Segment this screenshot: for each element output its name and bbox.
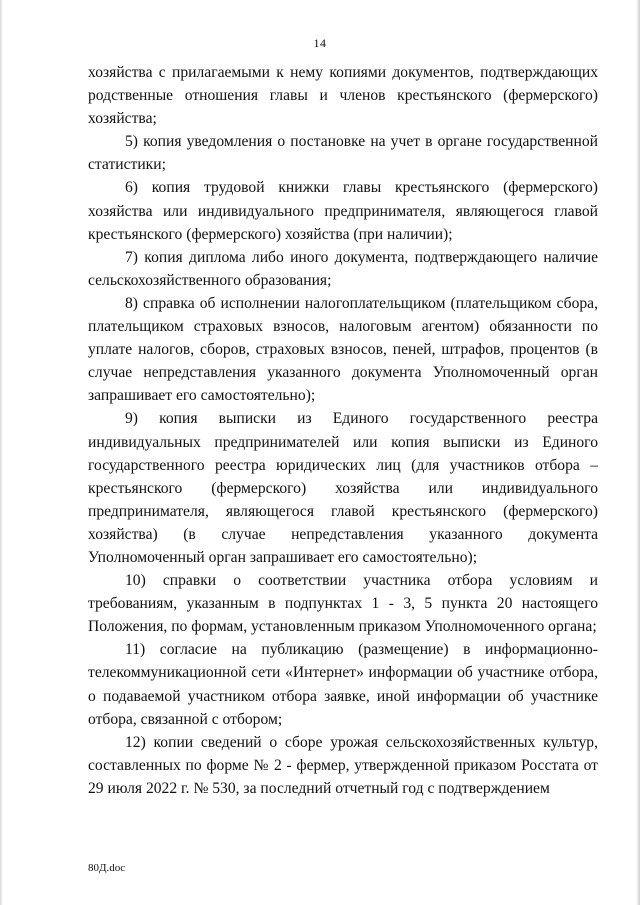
list-item-7: 7) копия диплома либо иного документа, подтверждающего наличие сельскохозяйственного образования; <box>88 248 598 289</box>
list-item-5: 5) копия уведомления о постановке на учет в органе государственной статистики; <box>88 133 598 174</box>
list-item-6: 6) копия трудовой книжки главы крестьянского (фермерского) хозяйства или индивидуального предпринимателя, являющегося главой крестьянского (фермерского) хозяйства (при наличии); <box>88 179 598 243</box>
list-item-12: 12) копии сведений о сборе урожая сельскохозяйственных культур, составленных по форме № 2 - фермер, утвержденной приказом Росстата от 29 июля 2022 г. № 530, за последний отчетный год с подтверждением <box>88 733 598 797</box>
document-body <box>88 61 598 800</box>
footer-filename: 80Д.doc <box>88 862 126 874</box>
list-item-9: 9) копия выписки из Единого государственного реестра индивидуальных предпринимателей или копия выписки из Единого государственного реестра юридических лиц (для участников отбора – крестьянского (фермерского) хозяйства или индивидуального предпринимателя, являющегося главой крестьянского (фермерского) хозяйства) (в случае непредставления указанного документа Уполномоченный орган запрашивает его самостоятельно); <box>88 410 598 566</box>
paragraph-continuation: хозяйства с прилагаемыми к нему копиями документов, подтверждающих родственные отношения главы и членов крестьянского (фермерского) хозяйства; <box>88 64 598 128</box>
page-left-edge <box>0 0 3 905</box>
page-number: 14 <box>313 36 327 50</box>
list-item-10: 10) справки о соответствии участника отбора условиям и требованиям, указанным в подпунктах 1 - 3, 5 пункта 20 настоящего Положения, по формам, установленным приказом Уполномоченного органа; <box>88 572 598 636</box>
page-right-edge <box>636 0 640 905</box>
list-item-11: 11) согласие на публикацию (размещение) в информационно-телекоммуникационной сети «Интернет» информации об участнике отбора, о подаваемой участником отбора заявке, иной информации об участнике отбора, связанной с отбором; <box>88 641 598 728</box>
list-item-8: 8) справка об исполнении налогоплательщиком (плательщиком сбора, плательщиком страховых взносов, налоговым агентом) обязанности по уплате налогов, сборов, страховых взносов, пеней, штрафов, процентов (в случае непредставления указанного документа Уполномоченный орган запрашивает его самостоятельно); <box>88 294 598 405</box>
